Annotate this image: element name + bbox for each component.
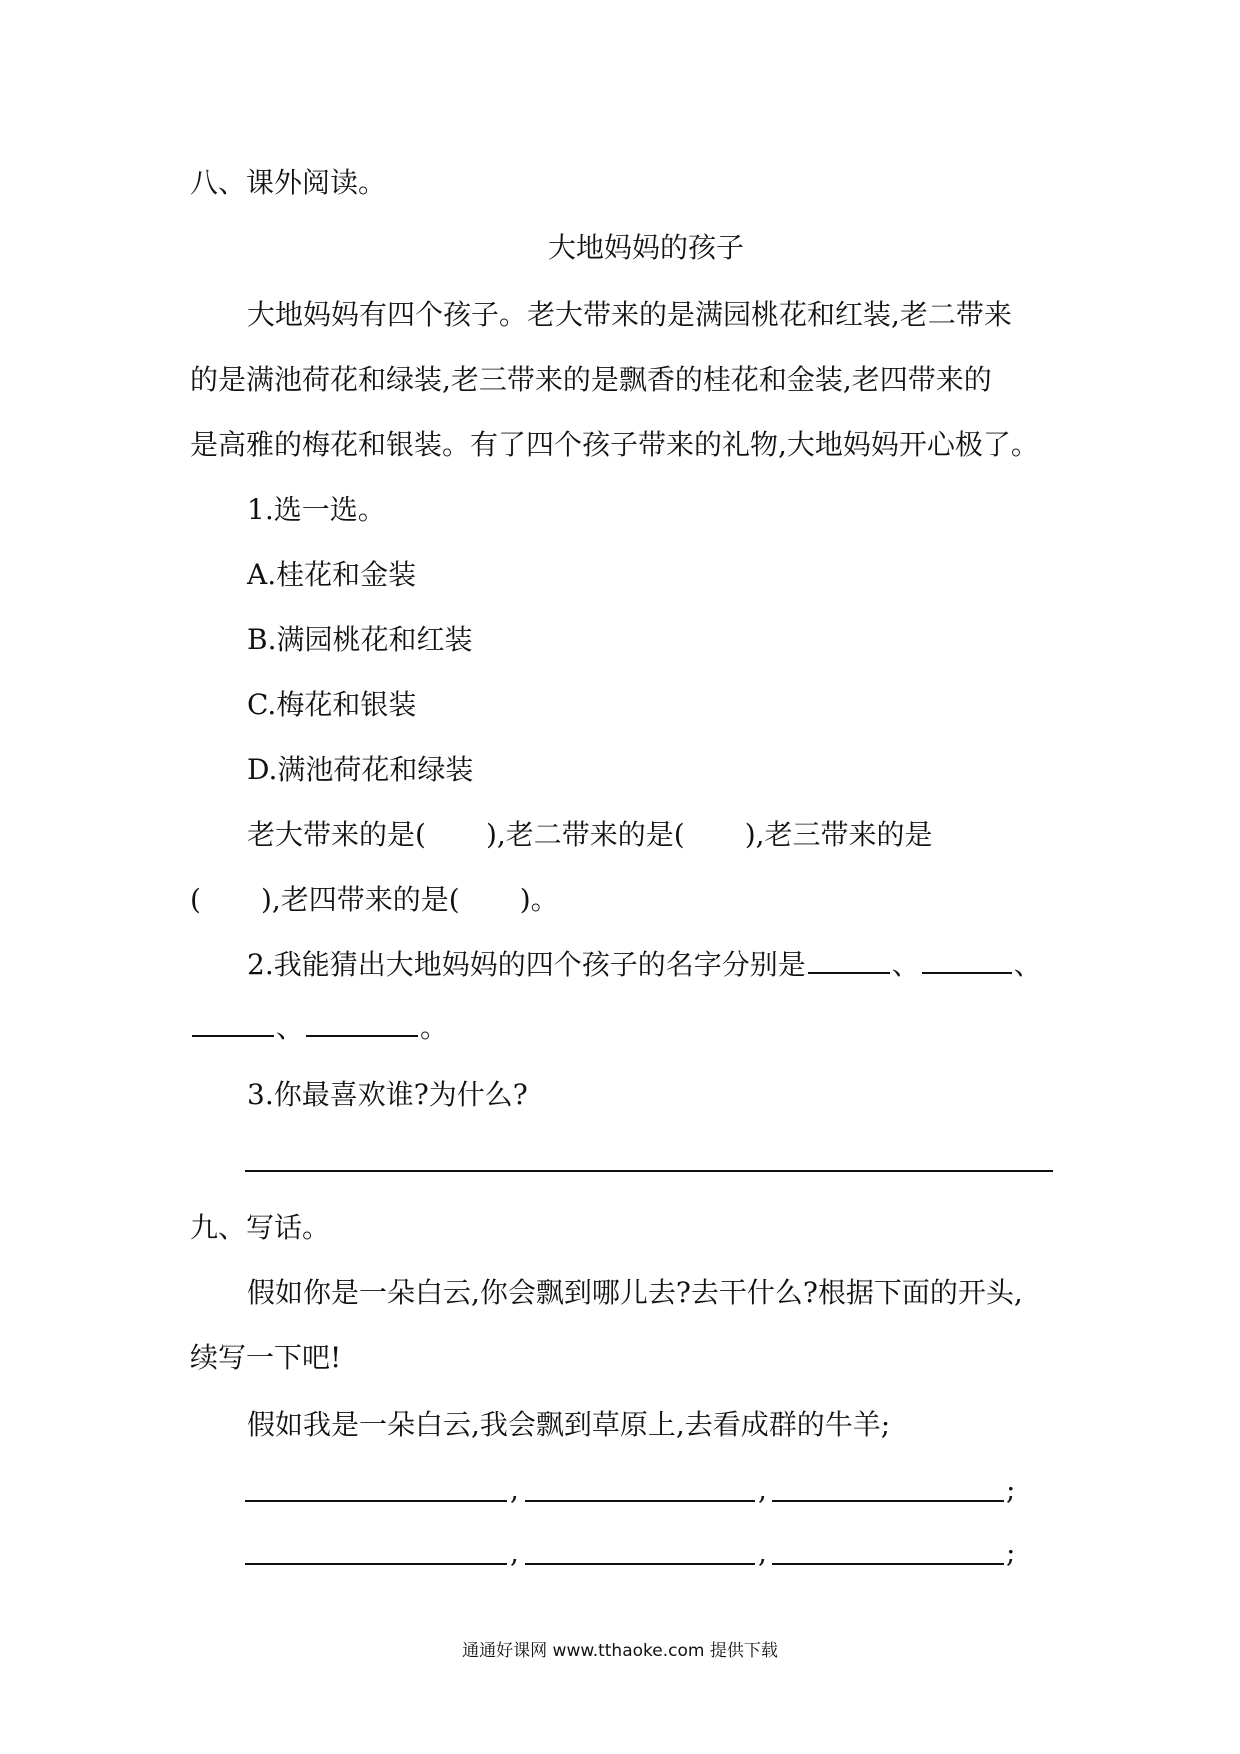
q2-end: 。 [420,1011,449,1044]
writing-blank-2-1[interactable] [245,1563,507,1565]
q3-prompt: 3.你最喜欢谁?为什么? [247,1078,528,1111]
q2-blank-1[interactable] [808,972,890,974]
writing-blank-1-3[interactable] [772,1500,1004,1502]
q1-fill-text-2: ),老二带来的是( [485,818,685,851]
writing-comma-2-1: , [510,1536,519,1569]
q1-option-b: B.满园桃花和红装 [247,623,473,656]
q2-line-1 [247,945,1042,985]
paragraph-line-3: 是高雅的梅花和银装。有了四个孩子带来的礼物,大地妈妈开心极了。 [190,428,1039,461]
q1-option-a: A.桂花和金装 [247,558,417,591]
writing-comma-1-1: , [510,1473,519,1506]
q3-answer-line[interactable] [245,1170,1053,1172]
q2-prompt: 2.我能猜出大地妈妈的四个孩子的名字分别是 [247,948,806,981]
writing-comma-2-2: , [758,1536,767,1569]
q1-option-c: C.梅花和银装 [247,688,417,721]
q2-line-2 [190,1008,448,1048]
q2-blank-3[interactable] [192,1035,274,1037]
q1-fill-line-2 [190,880,559,920]
writing-instruction-1: 假如你是一朵白云,你会飘到哪儿去?去干什么?根据下面的开头, [247,1276,1023,1309]
writing-blank-1-1[interactable] [245,1500,507,1502]
q1-fill-text-1: 老大带来的是( [247,818,426,851]
footer-credit: 通通好课网 www.tthaoke.com 提供下载 [462,1641,778,1661]
section-8-heading: 八、课外阅读。 [190,166,387,199]
writing-semicolon-2: ; [1006,1536,1016,1569]
q2-sep-1: 、 [891,948,920,981]
q1-prompt: 1.选一选。 [247,493,386,526]
writing-blank-1-2[interactable] [525,1500,755,1502]
paragraph-line-2: 的是满池荷花和绿装,老三带来的是飘香的桂花和金装,老四带来的 [190,363,992,396]
q1-fill-text-5: ),老四带来的是( [260,883,460,916]
q1-fill-text-6: )。 [519,883,559,916]
q1-fill-text-4: ( [190,883,201,916]
q1-fill-text-3: ),老三带来的是 [744,818,933,851]
paragraph-line-1: 大地妈妈有四个孩子。老大带来的是满园桃花和红装,老二带来 [247,298,1012,331]
q2-blank-4[interactable] [306,1035,418,1037]
article-title: 大地妈妈的孩子 [548,231,745,264]
q1-fill-line-1 [247,815,933,855]
q2-sep-2: 、 [1013,948,1042,981]
writing-blank-2-3[interactable] [772,1563,1004,1565]
q2-sep-3: 、 [276,1011,305,1044]
section-9-heading: 九、写话。 [190,1211,331,1244]
writing-starter: 假如我是一朵白云,我会飘到草原上,去看成群的牛羊; [247,1408,891,1441]
writing-blank-2-2[interactable] [525,1563,755,1565]
writing-semicolon-1: ; [1006,1473,1016,1506]
writing-instruction-2: 续写一下吧! [190,1341,342,1374]
q1-option-d: D.满池荷花和绿装 [247,753,474,786]
q2-blank-2[interactable] [922,972,1012,974]
writing-comma-1-2: , [758,1473,767,1506]
